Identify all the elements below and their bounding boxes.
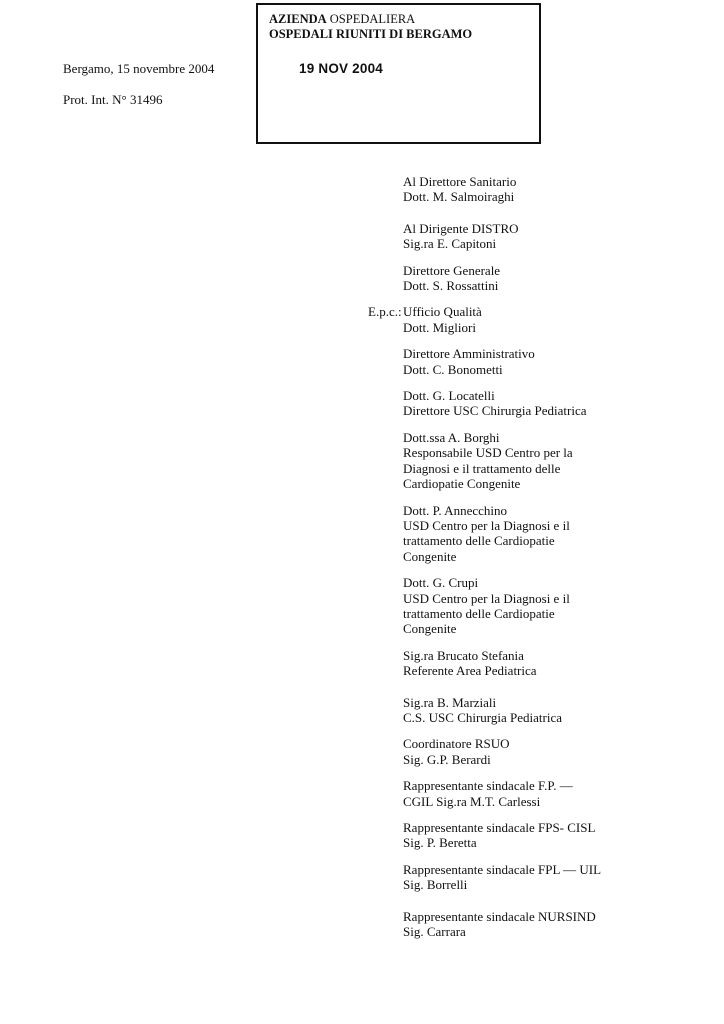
recipient-block bbox=[403, 909, 703, 940]
recipient-block bbox=[403, 263, 703, 294]
recipient-line: Sig. Carrara bbox=[403, 924, 466, 940]
recipient-line: Sig. P. Beretta bbox=[403, 835, 477, 851]
protocol-stamp bbox=[256, 3, 541, 144]
recipient-line: Diagnosi e il trattamento delle bbox=[403, 460, 561, 476]
recipient-line: Sig.ra Brucato Stefania bbox=[403, 647, 524, 663]
recipient-line: Congenite bbox=[403, 621, 457, 637]
recipient-block bbox=[403, 503, 703, 565]
recipient-line: Direttore Generale bbox=[403, 262, 501, 278]
recipient-list bbox=[368, 174, 703, 950]
place-date: Bergamo, 15 novembre 2004 bbox=[63, 61, 215, 76]
recipient-block bbox=[403, 648, 703, 679]
recipient-block bbox=[403, 174, 703, 205]
recipient-line: trattamento delle Cardiopatie bbox=[403, 533, 555, 549]
stamp-org-line-2: OSPEDALI RIUNITI DI BERGAMO bbox=[269, 27, 473, 41]
recipient-line: Direttore USC Chirurgia Pediatrica bbox=[403, 403, 587, 419]
recipient-line: Dott. G. Locatelli bbox=[403, 388, 495, 404]
recipient-block bbox=[403, 221, 703, 252]
recipient-line: Al Dirigente DISTRO bbox=[403, 220, 519, 236]
recipient-line: CGIL Sig.ra M.T. Carlessi bbox=[403, 793, 541, 809]
cc-prefix: E.p.c.: bbox=[368, 304, 402, 320]
recipient-line: Rappresentante sindacale F.P. — bbox=[403, 778, 573, 794]
recipient-block bbox=[403, 820, 703, 851]
recipient-block bbox=[403, 778, 703, 809]
recipient-line: Rappresentante sindacale FPS- CISL bbox=[403, 820, 596, 835]
recipient-line: Referente Area Pediatrica bbox=[403, 663, 537, 679]
recipient-block bbox=[403, 388, 703, 419]
recipient-line: Dott. P. Annecchino bbox=[403, 502, 507, 518]
recipient-line: Direttore Amministrativo bbox=[403, 346, 535, 362]
stamp-org-line-1 bbox=[269, 12, 415, 27]
stamp-org-bold: AZIENDA bbox=[269, 12, 327, 26]
recipient-line: Rappresentante sindacale FPL — UIL bbox=[403, 861, 602, 877]
recipient-line: Congenite bbox=[403, 548, 457, 564]
recipient-line: C.S. USC Chirurgia Pediatrica bbox=[403, 709, 563, 725]
recipient-line: trattamento delle Cardiopatie bbox=[403, 605, 555, 621]
recipient-line: Al Direttore Sanitario bbox=[403, 174, 517, 189]
recipient-line: Dott. S. Rossattini bbox=[403, 278, 499, 294]
recipient-block bbox=[403, 346, 703, 377]
recipient-line: Rappresentante sindacale NURSIND bbox=[403, 908, 596, 924]
recipient-line: Sig.ra E. Capitoni bbox=[403, 236, 497, 252]
recipient-line: Ufficio Qualità bbox=[403, 304, 482, 320]
recipient-line: Dott. G. Crupi bbox=[403, 575, 479, 591]
recipient-block bbox=[368, 304, 703, 335]
recipient-line: Sig.ra B. Marziali bbox=[403, 694, 497, 710]
recipient-block bbox=[403, 695, 703, 726]
protocol-number: Prot. Int. N° 31496 bbox=[63, 92, 163, 107]
recipient-block bbox=[403, 862, 703, 893]
recipient-line: Dott. C. Bonometti bbox=[403, 361, 503, 377]
recipient-line: USD Centro per la Diagnosi e il bbox=[403, 517, 570, 533]
recipient-block bbox=[403, 736, 703, 767]
stamp-org-rest: OSPEDALIERA bbox=[326, 12, 416, 26]
recipient-line: Responsabile USD Centro per la bbox=[403, 445, 573, 461]
recipient-line: Coordinatore RSUO bbox=[403, 736, 510, 752]
recipient-block bbox=[403, 430, 703, 492]
recipient-block bbox=[403, 575, 703, 637]
recipient-line: Cardiopatie Congenite bbox=[403, 476, 521, 492]
recipient-line: USD Centro per la Diagnosi e il bbox=[403, 590, 570, 606]
recipient-line: Dott. M. Salmoiraghi bbox=[403, 189, 515, 205]
recipient-line: Dott.ssa A. Borghi bbox=[403, 429, 500, 445]
recipient-line: Sig. Borrelli bbox=[403, 877, 468, 893]
recipient-line: Dott. Migliori bbox=[403, 319, 476, 335]
stamp-date: 19 NOV 2004 bbox=[299, 61, 384, 76]
recipient-line: Sig. G.P. Berardi bbox=[403, 751, 491, 767]
